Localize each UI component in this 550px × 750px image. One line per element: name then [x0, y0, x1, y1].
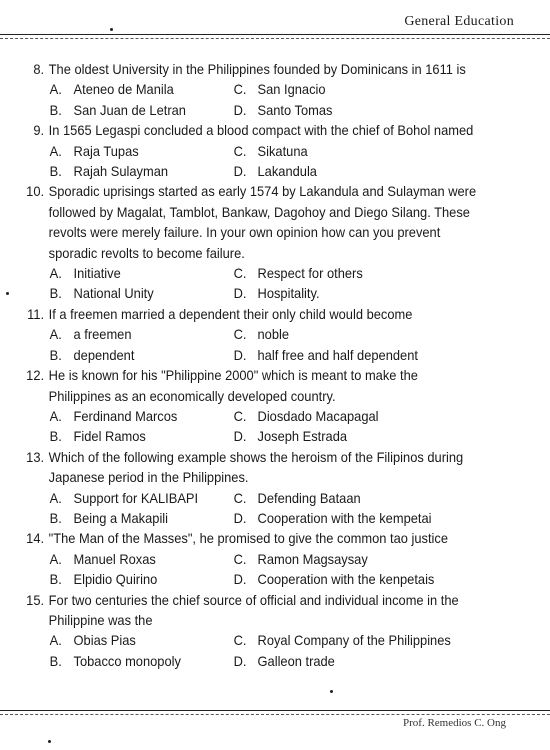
option-text: Galleon trade	[257, 652, 335, 669]
option-letter: C.	[233, 326, 247, 343]
option-text: Obias Pias	[73, 632, 136, 649]
answer-option	[50, 100, 234, 120]
option-letter: A.	[49, 489, 62, 506]
option-text: Being a Makapili	[73, 509, 169, 526]
option-letter: D.	[233, 285, 247, 302]
answer-option	[50, 345, 234, 365]
option-letter: B.	[49, 101, 62, 118]
option-text: Joseph Estrada	[257, 428, 348, 445]
option-text: Raja Tupas	[73, 142, 139, 159]
answer-option	[234, 263, 477, 283]
option-letter: A.	[49, 265, 62, 282]
answer-option	[50, 488, 234, 508]
question-number: 10.	[26, 183, 45, 200]
option-text: a freemen	[73, 326, 132, 343]
option-text: Tobacco monopoly	[73, 652, 181, 669]
option-letter: D.	[233, 163, 247, 180]
answer-options	[22, 406, 476, 447]
answer-option	[50, 324, 234, 344]
option-text: Lakandula	[257, 163, 317, 180]
option-letter: D.	[233, 509, 247, 526]
answer-option	[50, 161, 234, 181]
question-text: For two centuries the chief source of official and individual income in the Philippine was the	[48, 591, 459, 628]
question-text: The oldest University in the Philippines founded by Dominicans in 1611 is	[48, 61, 466, 77]
option-letter: C.	[233, 550, 247, 567]
option-text: Cooperation with the kenpetais	[257, 571, 435, 588]
answer-option	[50, 508, 234, 528]
answer-options	[22, 141, 476, 182]
option-text: Respect for others	[257, 265, 363, 282]
question-text: In 1565 Legaspi concluded a blood compact with the chief of Bohol named	[48, 122, 474, 139]
speck-mark	[330, 690, 333, 693]
question-text: Which of the following example shows the heroism of the Filipinos during Japanese period in the Philippines.	[48, 448, 464, 486]
option-text: dependent	[73, 346, 135, 363]
option-letter: B.	[49, 163, 62, 180]
option-letter: D.	[233, 101, 247, 118]
question-stem	[22, 447, 476, 488]
option-text: Fidel Ramos	[73, 428, 146, 445]
answer-options	[22, 263, 476, 304]
question-number: 12.	[26, 367, 45, 384]
answer-option	[50, 651, 234, 671]
question-number: 8.	[33, 61, 45, 77]
answer-option	[234, 630, 477, 650]
question-text: He is known for his "Philippine 2000" which is meant to make the Philippines as an economically developed country.	[48, 367, 418, 404]
question-text: Sporadic uprisings started as early 1574 by Lakandula and Sulayman were followed by Magalat, Tamblot, Bankaw, Dagohoy and Diego Silang. These revolts were merely failure. In your own opinion how can you prevent sporadic revolts to become failure.	[48, 183, 477, 261]
answer-option	[50, 569, 234, 589]
answer-option	[50, 426, 234, 446]
question-stem	[22, 365, 476, 406]
option-letter: A.	[49, 407, 62, 424]
answer-option	[234, 79, 477, 99]
option-text: Manuel Roxas	[73, 550, 156, 567]
option-text: Ateneo de Manila	[73, 81, 174, 98]
answer-option	[50, 406, 234, 426]
option-text: Sikatuna	[257, 142, 308, 159]
option-text: Ramon Magsaysay	[257, 550, 368, 567]
answer-options	[22, 630, 476, 671]
option-letter: A.	[49, 142, 62, 159]
footer-rule-dashed	[0, 714, 550, 715]
question-stem	[22, 590, 476, 631]
option-letter: C.	[233, 265, 247, 282]
option-letter: B.	[49, 285, 62, 302]
question-14	[22, 528, 476, 589]
footer-rule	[0, 710, 550, 711]
answer-options	[22, 549, 476, 590]
answer-option	[50, 630, 234, 650]
answer-option	[234, 508, 477, 528]
option-letter: A.	[49, 550, 62, 567]
option-letter: D.	[233, 346, 247, 363]
page-header-title: General Education	[404, 14, 514, 29]
answer-option	[234, 345, 477, 365]
answer-option	[234, 426, 477, 446]
option-text: Diosdado Macapagal	[257, 407, 379, 424]
question-number: 13.	[26, 448, 45, 465]
question-text: If a freemen married a dependent their only child would become	[48, 305, 413, 322]
option-letter: D.	[233, 571, 247, 588]
question-12	[22, 365, 476, 447]
option-text: Defending Bataan	[257, 489, 361, 506]
option-letter: C.	[233, 81, 247, 98]
question-stem	[22, 181, 476, 263]
question-stem	[22, 59, 476, 79]
footer-author: Prof. Remedios C. Ong	[403, 717, 506, 729]
option-letter: B.	[49, 571, 62, 588]
option-letter: D.	[233, 428, 247, 445]
question-11	[22, 304, 476, 365]
question-number: 15.	[26, 591, 45, 608]
question-list	[22, 59, 476, 671]
answer-options	[22, 324, 476, 365]
option-letter: A.	[49, 632, 62, 649]
speck-mark	[6, 292, 9, 295]
option-text: Royal Company of the Philippines	[257, 632, 451, 649]
answer-option	[234, 406, 477, 426]
option-letter: B.	[49, 346, 62, 363]
option-text: San Ignacio	[257, 81, 326, 98]
question-15	[22, 590, 476, 672]
header-rule-dashed	[0, 38, 550, 39]
option-text: San Juan de Letran	[73, 101, 186, 118]
answer-options	[22, 488, 476, 529]
option-letter: C.	[233, 142, 247, 159]
answer-option	[234, 488, 477, 508]
answer-option	[234, 161, 477, 181]
option-letter: C.	[233, 489, 247, 506]
option-text: Santo Tomas	[257, 101, 333, 118]
option-text: Hospitality.	[257, 285, 320, 302]
answer-option	[234, 569, 477, 589]
option-letter: B.	[49, 652, 62, 669]
question-number: 9.	[33, 122, 45, 139]
answer-option	[234, 283, 477, 303]
option-letter: A.	[49, 326, 62, 343]
option-text: Elpidio Quirino	[73, 571, 158, 588]
answer-option	[234, 141, 477, 161]
question-text: "The Man of the Masses", he promised to give the common tao justice	[48, 530, 449, 547]
speck-mark	[48, 740, 51, 743]
answer-option	[50, 263, 234, 283]
answer-options	[22, 79, 476, 120]
option-text: Rajah Sulayman	[73, 163, 169, 180]
question-number: 14.	[26, 530, 45, 547]
question-9	[22, 120, 476, 181]
answer-option	[50, 141, 234, 161]
answer-option	[50, 79, 234, 99]
question-stem	[22, 304, 476, 324]
question-13	[22, 447, 476, 529]
header-rule	[0, 34, 550, 35]
option-letter: B.	[49, 428, 62, 445]
option-text: Ferdinand Marcos	[73, 407, 178, 424]
option-text: Cooperation with the kempetai	[257, 509, 432, 526]
option-letter: C.	[233, 632, 247, 649]
question-8	[22, 59, 476, 120]
answer-option	[234, 100, 477, 120]
question-stem	[22, 528, 476, 548]
option-text: National Unity	[73, 285, 154, 302]
question-10	[22, 181, 476, 303]
option-text: noble	[257, 326, 290, 343]
question-number: 11.	[27, 305, 45, 322]
answer-option	[50, 283, 234, 303]
answer-option	[234, 324, 477, 344]
option-text: Support for KALIBAPI	[73, 489, 199, 506]
option-letter: A.	[49, 81, 62, 98]
speck-mark	[110, 28, 113, 31]
option-letter: B.	[49, 509, 62, 526]
option-letter: D.	[233, 652, 247, 669]
option-text: half free and half dependent	[257, 346, 418, 363]
answer-option	[50, 549, 234, 569]
question-stem	[22, 120, 476, 140]
answer-option	[234, 549, 477, 569]
answer-option	[234, 651, 477, 671]
option-letter: C.	[233, 407, 247, 424]
option-text: Initiative	[73, 265, 121, 282]
